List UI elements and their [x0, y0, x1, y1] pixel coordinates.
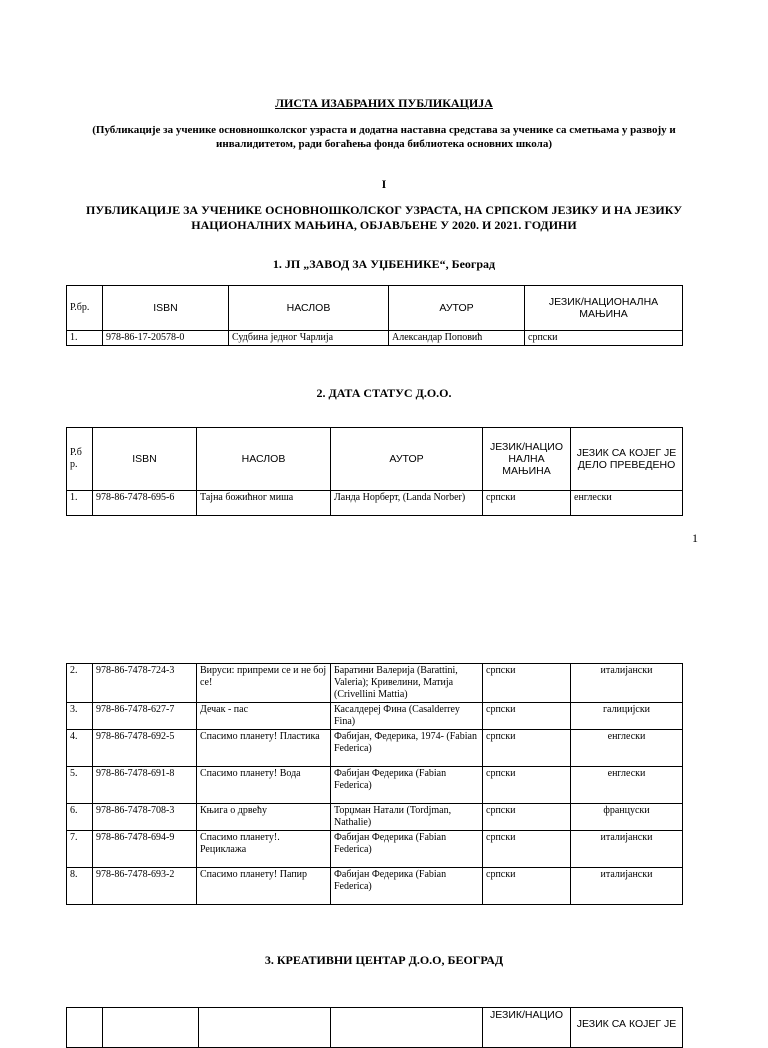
title-cell: Дечак - пас: [197, 703, 331, 730]
publications-table-3: [66, 1007, 683, 1048]
language-cell: српски: [483, 868, 571, 905]
isbn-cell: 978-86-7478-627-7: [93, 703, 197, 730]
title-cell: Судбина једног Чарлија: [229, 331, 389, 346]
table-row: [67, 491, 683, 516]
author-cell: Александар Поповић: [389, 331, 525, 346]
author-cell: Фабијан, Федерика, 1974- (Fabian Federica): [331, 730, 483, 767]
column-header-isbn: ISBN: [93, 428, 197, 491]
language-cell: српски: [483, 664, 571, 703]
title-cell: Књига о дрвећу: [197, 804, 331, 831]
column-header-isbn: [103, 1008, 199, 1048]
row-number: 8.: [67, 868, 93, 905]
source-language-cell: француски: [571, 804, 683, 831]
isbn-cell: 978-86-7478-693-2: [93, 868, 197, 905]
source-language-cell: галицијски: [571, 703, 683, 730]
row-number: 7.: [67, 831, 93, 868]
column-header-number: Р.бр.: [67, 286, 103, 331]
publisher-heading-2: 2. ДАТА СТАТУС Д.О.О.: [316, 386, 452, 400]
language-cell: српски: [483, 730, 571, 767]
title-cell: Спасимо планету!. Рециклажа: [197, 831, 331, 868]
isbn-cell: 978-86-7478-724-3: [93, 664, 197, 703]
source-language-cell: италијански: [571, 831, 683, 868]
source-language-cell: енглески: [571, 767, 683, 804]
publications-table-2-continued: [66, 663, 683, 905]
column-header-title: НАСЛОВ: [229, 286, 389, 331]
publications-table-2: [66, 427, 683, 516]
table-row: [67, 831, 683, 868]
language-cell: српски: [483, 703, 571, 730]
document-title: ЛИСТА ИЗАБРАНИХ ПУБЛИКАЦИЈА: [275, 96, 493, 110]
column-header-language: ЈЕЗИК/НАЦИО НАЛНА МАЊИНА: [483, 428, 571, 491]
column-header-number: Р.б р.: [67, 428, 93, 491]
document-subtitle: (Публикације за ученике основношколског узраста и додатна наставна средстава за ученике са сметњама у развоју и инвалидитетом, ради богаћења фонда библиотека основних школа): [92, 124, 676, 150]
table-row: [67, 868, 683, 905]
publications-table-1: [66, 285, 683, 346]
table-row: [67, 730, 683, 767]
table-row: [67, 804, 683, 831]
row-number: 6.: [67, 804, 93, 831]
publisher-heading-1: 1. ЈП „ЗАВОД ЗА УЏБЕНИКЕ“, Београд: [272, 257, 496, 271]
row-number: 1.: [67, 491, 93, 516]
title-cell: Вируси: припреми се и не бој се!: [197, 664, 331, 703]
source-language-cell: енглески: [571, 730, 683, 767]
isbn-cell: 978-86-7478-695-6: [93, 491, 197, 516]
table-row: [67, 767, 683, 804]
language-cell: српски: [483, 831, 571, 868]
language-cell: српски: [483, 491, 571, 516]
section-title: ПУБЛИКАЦИЈЕ ЗА УЧЕНИКЕ ОСНОВНОШКОЛСКОГ УЗРАСТА, НА СРПСКОМ ЈЕЗИКУ И НА ЈЕЗИКУ НАЦИОНАЛНИХ МАЊИНА, ОБЈАВЉЕНЕ У 2020. И 2021. ГОДИНИ: [85, 203, 682, 232]
title-cell: Спасимо планету! Пластика: [197, 730, 331, 767]
column-header-number: [67, 1008, 103, 1048]
isbn-cell: 978-86-7478-691-8: [93, 767, 197, 804]
language-cell: српски: [483, 804, 571, 831]
source-language-cell: енглески: [571, 491, 683, 516]
table-row: [67, 331, 683, 346]
author-cell: Торџман Натали (Tordjman, Nathalie): [331, 804, 483, 831]
column-header-title: [199, 1008, 331, 1048]
row-number: 3.: [67, 703, 93, 730]
column-header-title: НАСЛОВ: [197, 428, 331, 491]
isbn-cell: 978-86-17-20578-0: [103, 331, 229, 346]
column-header-isbn: ISBN: [103, 286, 229, 331]
table-row: [67, 664, 683, 703]
column-header-author: [331, 1008, 483, 1048]
source-language-cell: италијански: [571, 868, 683, 905]
row-number: 4.: [67, 730, 93, 767]
column-header-source-language: ЈЕЗИК СА КОЈЕГ ЈЕ: [571, 1008, 683, 1048]
isbn-cell: 978-86-7478-694-9: [93, 831, 197, 868]
author-cell: Баратини Валерија (Barattini, Valeria); Кривелини, Матија (Crivellini Mattia): [331, 664, 483, 703]
title-cell: Тајна божићног миша: [197, 491, 331, 516]
language-cell: српски: [525, 331, 683, 346]
author-cell: Фабијан Федерика (Fabian Federica): [331, 767, 483, 804]
source-language-cell: италијански: [571, 664, 683, 703]
title-cell: Спасимо планету! Папир: [197, 868, 331, 905]
section-number: I: [381, 177, 387, 191]
column-header-author: АУТОР: [331, 428, 483, 491]
row-number: 2.: [67, 664, 93, 703]
language-cell: српски: [483, 767, 571, 804]
title-cell: Спасимо планету! Вода: [197, 767, 331, 804]
isbn-cell: 978-86-7478-708-3: [93, 804, 197, 831]
table-row: [67, 703, 683, 730]
column-header-source-language: ЈЕЗИК СА КОЈЕГ ЈЕ ДЕЛО ПРЕВЕДЕНО: [571, 428, 683, 491]
row-number: 1.: [67, 331, 103, 346]
column-header-language: ЈЕЗИК/НАЦИОНАЛНА МАЊИНА: [525, 286, 683, 331]
column-header-author: АУТОР: [389, 286, 525, 331]
author-cell: Фабијан Федерика (Fabian Federica): [331, 831, 483, 868]
column-header-language: ЈЕЗИК/НАЦИО: [483, 1008, 571, 1048]
author-cell: Фабијан Федерика (Fabian Federica): [331, 868, 483, 905]
publisher-heading-3: 3. КРЕАТИВНИ ЦЕНТАР Д.О.О, БЕОГРАД: [264, 953, 504, 967]
isbn-cell: 978-86-7478-692-5: [93, 730, 197, 767]
page-number: 1: [692, 531, 698, 545]
author-cell: Касалдереј Фина (Casalderrey Fina): [331, 703, 483, 730]
author-cell: Ланда Норберт, (Landa Norber): [331, 491, 483, 516]
row-number: 5.: [67, 767, 93, 804]
